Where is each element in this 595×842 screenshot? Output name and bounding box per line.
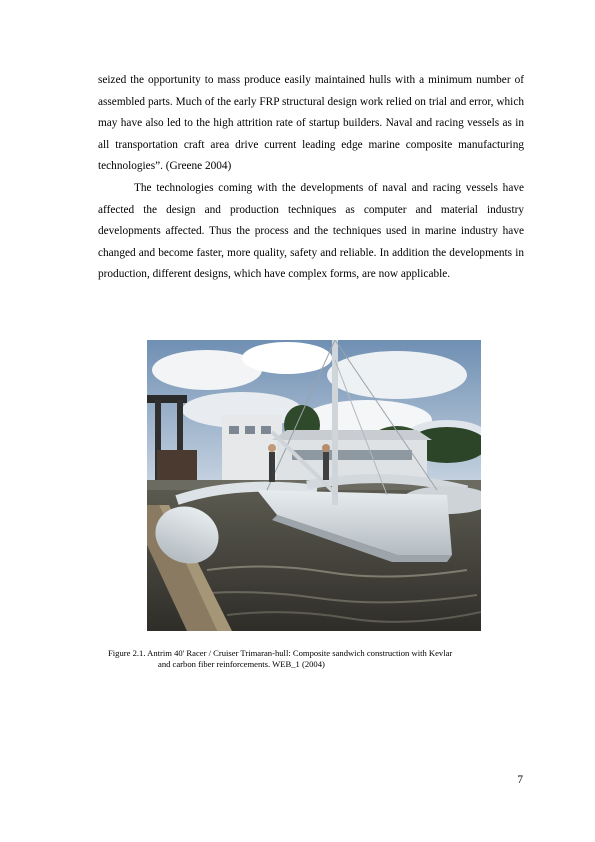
body-text xyxy=(98,70,524,286)
paragraph-2: The technologies coming with the developments of naval and racing vessels have affected the design and production techniques as computer and material industry developments affected. Thus the process and the techniques used in marine industry have changed and become faster, more quality, safety and reliable. In addition the developments in production, different designs, which have complex forms, are now applicable. xyxy=(98,181,524,281)
caption-line-2: and carbon fiber reinforcements. WEB_1 (2004) xyxy=(158,659,325,669)
trimaran-photo xyxy=(147,340,481,631)
paragraph-1: seized the opportunity to mass produce easily maintained hulls with a minimum number of assembled parts. Much of the early FRP structural design work relied on trial and error, which may have also led to the high attrition rate of startup builders. Naval and racing vessels as in all transportation craft area drive current leading edge marine composite manufacturing technologies”. (Greene 2004) xyxy=(98,74,524,173)
page-number: 7 xyxy=(517,774,523,786)
caption-line-1: Figure 2.1. Antrim 40' Racer / Cruiser Trimaran-hull: Composite sandwich construction with Kevlar xyxy=(108,648,453,658)
figure-caption xyxy=(108,648,524,670)
